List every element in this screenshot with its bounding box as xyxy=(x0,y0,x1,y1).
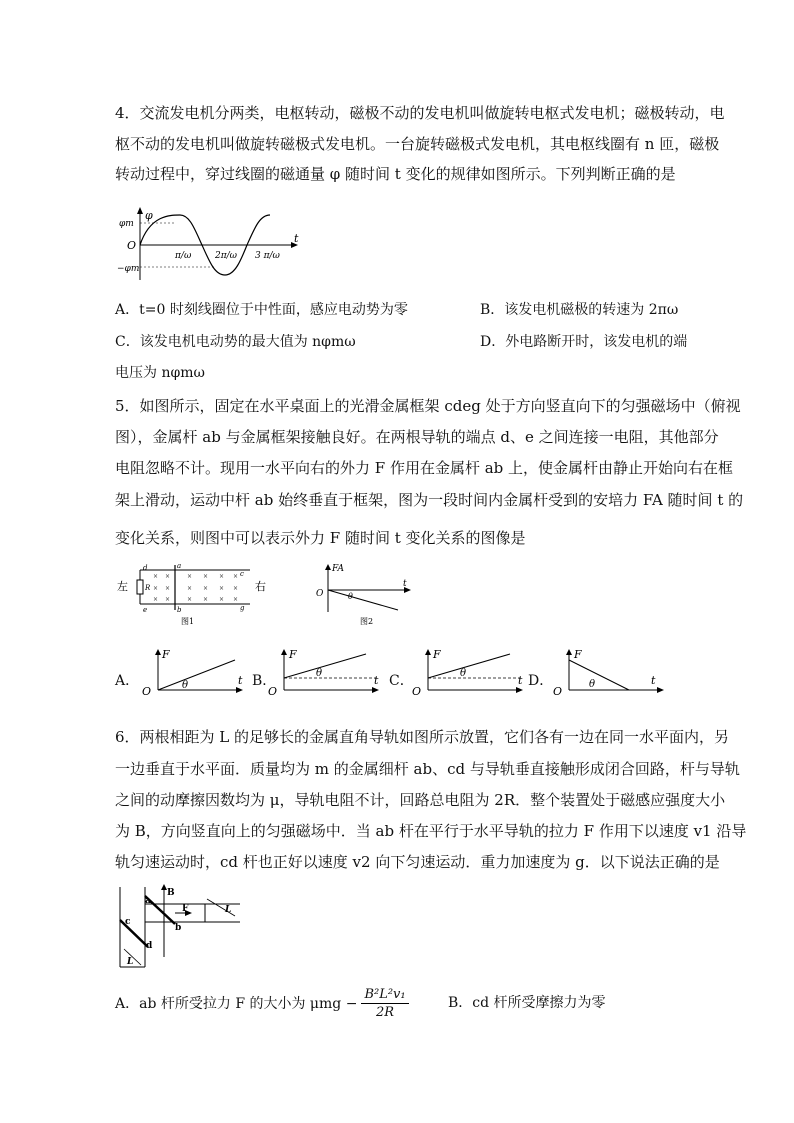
svg-text:t: t xyxy=(374,674,379,687)
svg-text:×: × xyxy=(153,596,159,603)
q5-line-4: 架上滑动，运动中杆 ab 始终垂直于框架，图为一段时间内金属杆受到的安培力 FA 随时间 t 的 xyxy=(115,491,744,509)
q6-frac-numerator: B²L²v₁ xyxy=(361,986,408,1004)
svg-text:FA: FA xyxy=(332,564,344,574)
q5-choice-a-label: A． xyxy=(115,673,140,689)
svg-text:θ: θ xyxy=(182,680,189,691)
svg-text:×: × xyxy=(187,585,193,592)
svg-text:L: L xyxy=(225,905,232,915)
q5-line-1: 5．如图所示，固定在水平桌面上的光滑金属框架 cdeg 处于方向竖直向下的匀强磁场中（俯视 xyxy=(115,397,741,415)
q5-choice-b-label: B． xyxy=(252,673,277,689)
fig2-caption: 图2 xyxy=(360,617,374,626)
svg-text:×: × xyxy=(165,596,171,603)
svg-text:θ: θ xyxy=(348,592,353,601)
q4-option-c: C．该发电机电动势的最大值为 nφmω xyxy=(115,334,356,350)
q5-choice-d-graph xyxy=(553,648,666,698)
q6-line-5: 轨匀速运动时，cd 杆也正好以速度 v2 向下匀速运动．重力加速度为 g．以下说法正确的是 xyxy=(115,853,720,871)
svg-text:O: O xyxy=(553,685,563,698)
svg-text:×: × xyxy=(233,596,239,603)
svg-text:b: b xyxy=(175,923,182,933)
svg-text:×: × xyxy=(233,573,239,580)
q5-line-2: 图），金属杆 ab 与金属框架接触良好。在两根导轨的端点 d、e 之间连接一电阻，其他部分 xyxy=(115,428,719,446)
t-label: t xyxy=(294,232,299,245)
q5-line-3: 电阻忽略不计。现用一水平向右的外力 F 作用在金属杆 ab 上，使金属杆由静止开始向右在框 xyxy=(115,459,734,477)
q4-line-2: 枢不动的发电机叫做旋转磁极式发电机。一台旋转磁极式发电机，其电枢线圈有 n 匝，磁极 xyxy=(115,135,720,153)
tick-3: 3 π/ω xyxy=(255,251,280,261)
svg-text:c: c xyxy=(125,917,131,927)
q4-line-1: 4．交流发电机分两类，电枢转动，磁极不动的发电机叫做旋转电枢式发电机；磁极转动，电 xyxy=(115,104,725,122)
svg-text:t: t xyxy=(238,674,243,687)
svg-text:d: d xyxy=(143,564,148,572)
q6-option-a xyxy=(115,986,409,1021)
svg-text:O: O xyxy=(268,685,278,698)
origin-label: O xyxy=(127,239,137,252)
phi-label: φ xyxy=(145,209,153,222)
q4-option-a: A．t=0 时刻线圈位于中性面，感应电动势为零 xyxy=(115,302,408,318)
left-label: 左 xyxy=(117,580,128,593)
svg-text:R: R xyxy=(145,584,151,592)
tick-1: π/ω xyxy=(175,251,192,261)
svg-text:a: a xyxy=(145,896,151,906)
svg-text:θ: θ xyxy=(316,668,323,679)
svg-text:θ: θ xyxy=(460,668,467,679)
q6-line-4: 为 B，方向竖直向上的匀强磁场中．当 ab 杆在平行于水平导轨的拉力 F 作用下以速度 v1 沿导 xyxy=(115,822,747,840)
svg-text:×: × xyxy=(219,573,225,580)
svg-text:t: t xyxy=(403,579,407,589)
q5-line-5: 变化关系，则图中可以表示外力 F 随时间 t 变化关系的图像是 xyxy=(115,529,526,547)
svg-text:θ: θ xyxy=(589,679,596,690)
svg-text:g: g xyxy=(240,604,245,612)
svg-text:×: × xyxy=(203,573,209,580)
svg-text:×: × xyxy=(165,573,171,580)
svg-text:O: O xyxy=(316,589,324,599)
svg-text:O: O xyxy=(412,685,422,698)
q4-option-d-cont: 电压为 nφmω xyxy=(115,365,205,381)
q4-line-3: 转动过程中，穿过线圈的磁通量 φ 随时间 t 变化的规律如图所示。下列判断正确的是 xyxy=(115,165,676,183)
svg-text:×: × xyxy=(187,596,193,603)
fig1-caption: 图1 xyxy=(181,617,195,626)
svg-text:×: × xyxy=(203,596,209,603)
q6-frac-denominator: 2R xyxy=(376,1005,395,1020)
negphim-label: −φm xyxy=(117,264,140,274)
svg-text:×: × xyxy=(153,573,159,580)
q5-choice-c-graph xyxy=(412,648,525,698)
svg-text:O: O xyxy=(142,685,152,698)
svg-text:×: × xyxy=(233,585,239,592)
svg-text:b: b xyxy=(177,606,182,614)
svg-text:F: F xyxy=(182,904,189,914)
svg-text:L: L xyxy=(127,957,134,967)
q5-figure-2 xyxy=(308,562,418,627)
q5-choice-c-label: C． xyxy=(389,673,414,689)
tick-2: 2π/ω xyxy=(215,251,238,261)
svg-text:F: F xyxy=(574,648,582,661)
svg-text:t: t xyxy=(518,674,523,687)
svg-text:×: × xyxy=(219,596,225,603)
svg-text:a: a xyxy=(177,562,182,570)
svg-text:×: × xyxy=(203,585,209,592)
q5-figure-1 xyxy=(115,562,275,627)
svg-text:×: × xyxy=(153,585,159,592)
svg-text:t: t xyxy=(651,674,656,687)
phim-label: φm xyxy=(119,219,134,229)
svg-text:e: e xyxy=(143,606,148,614)
svg-text:F: F xyxy=(433,648,441,661)
right-label: 右 xyxy=(255,580,266,593)
q4-option-b: B．该发电机磁极的转速为 2πω xyxy=(480,302,679,318)
q6-line-1: 6．两根相距为 L 的足够长的金属直角导轨如图所示放置，它们各有一边在同一水平面内，另 xyxy=(115,728,730,746)
svg-text:F: F xyxy=(162,648,170,661)
svg-text:×: × xyxy=(187,573,193,580)
q6-option-a-fraction xyxy=(361,986,408,1021)
q5-choice-b-graph xyxy=(268,648,381,698)
q4-option-d: D．外电路断开时，该发电机的端 xyxy=(480,334,688,350)
svg-text:×: × xyxy=(219,585,225,592)
svg-text:F: F xyxy=(289,648,297,661)
q6-option-b: B．cd 杆所受摩擦力为零 xyxy=(448,995,606,1011)
svg-text:c: c xyxy=(240,570,244,578)
q6-line-3: 之间的动摩擦因数均为 μ，导轨电阻不计，回路总电阻为 2R．整个装置处于磁感应强度大小 xyxy=(115,791,726,809)
q5-choice-a-graph xyxy=(140,648,245,698)
svg-text:×: × xyxy=(165,585,171,592)
q6-rail-figure xyxy=(115,882,245,967)
q6-option-a-text: A．ab 杆所受拉力 F 的大小为 μmg − xyxy=(115,995,358,1012)
q5-choice-d-label: D． xyxy=(528,673,554,689)
svg-text:d: d xyxy=(146,941,153,951)
q6-line-2: 一边垂直于水平面．质量均为 m 的金属细杆 ab、cd 与导轨垂直接触形成闭合回路，杆与导轨 xyxy=(115,760,740,778)
q4-flux-graph xyxy=(115,205,315,285)
svg-text:B: B xyxy=(167,888,175,898)
